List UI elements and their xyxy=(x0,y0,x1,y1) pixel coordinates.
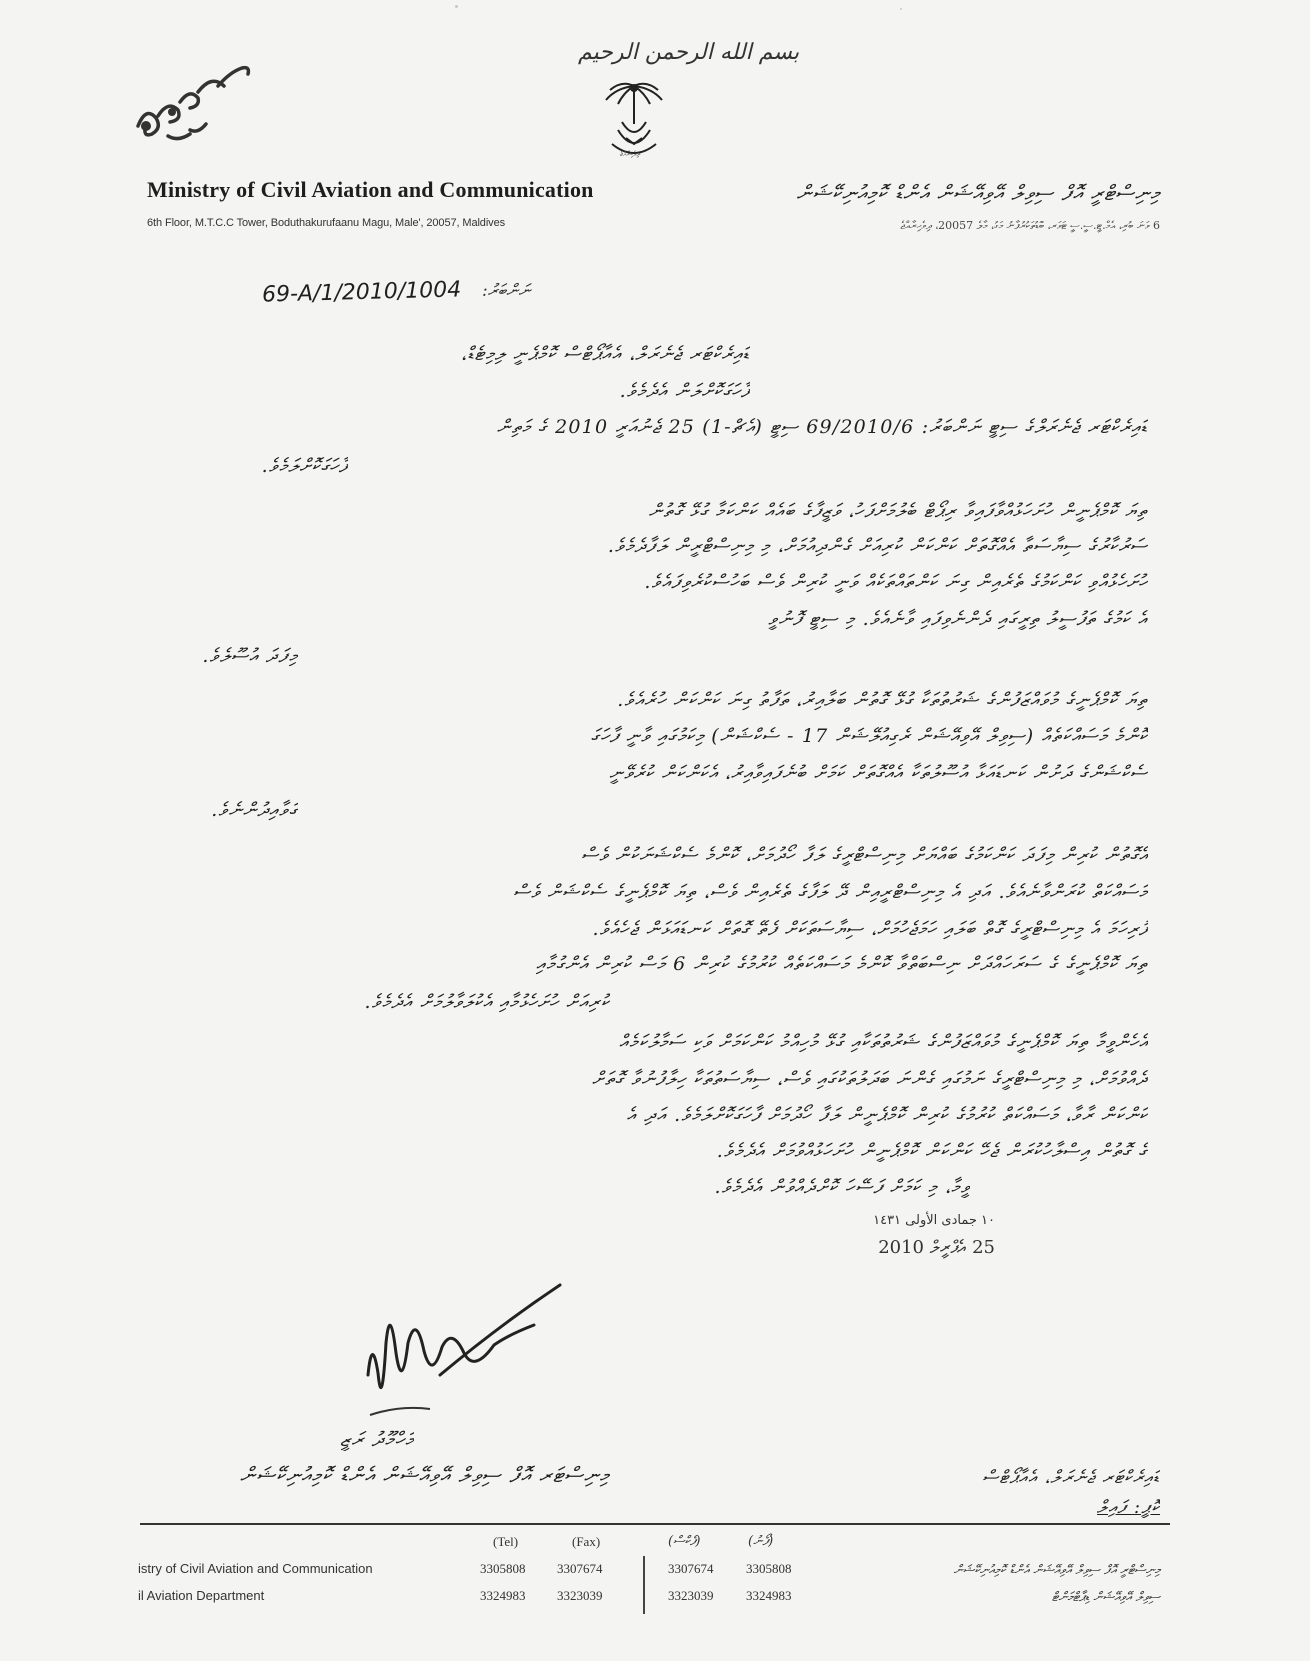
footer-divider xyxy=(140,1523,1170,1525)
footer-tel-2: 3324983 xyxy=(480,1588,526,1603)
body-line: ކުރިއަށް ހުށަހެޅުމާއި އެކުލަވާލުމަށް އެދެމެވެ. xyxy=(364,991,610,1013)
footer-fax-1-dv: 3307674 xyxy=(668,1561,714,1576)
closing-line: ވީމާ، މި ކަމަށް ފަސޭހަ ކޮށްދެއްވުން އެދެމެވެ. xyxy=(714,1176,970,1198)
footer-separator xyxy=(643,1556,645,1614)
body-line: ފާހަގަކޮށްލަން އެދެމެވެ. xyxy=(619,380,750,402)
footer-org-dv-1: މިނިސްޓްރީ އޮފް ސިވިލް އޭވިއޭޝަން އެންޑް ކޮމިއުނިކޭޝަން xyxy=(953,1563,1160,1578)
footer-fax-label-dv: (ފެކްސް) xyxy=(668,1534,701,1549)
body-line: ސެކްޝަންގެ ދަށުން ކަނޑައަޅާ އުސޫލުތަކާ އެއްގޮތަށް ކަމަށް ބުނެފައިވާއިރު، އެކަންކަން ކުރެވޭނީ xyxy=(609,762,1148,784)
body-line: ގަވާއިދުންނެވެ. xyxy=(211,799,298,821)
footer-fax-2: 3323039 xyxy=(557,1588,603,1603)
ministry-address-en: 6th Floor, M.T.C.C Tower, Boduthakurufaanu Magu, Male', 20057, Maldives xyxy=(147,217,505,229)
body-line: އެ ކަމުގެ ތަފުސީލު ތިރީގައި ދެންނެވިފައި ވާނެއެވެ. މި ސިޓީ ފޮނުވީ xyxy=(768,608,1148,630)
body-line: ތިޔަ ކޮމްޕެނީގެ ގެ ސަރަހައްދަށް ނިސްބަތްވާ ކޮންމެ މަސައްކަތެއް ކުރުމުގެ ކުރިން 6 މަސް ކުރިން އެންގުމާއި xyxy=(536,953,1148,975)
body-line: މިފަދަ އުސޫލެވެ. xyxy=(202,645,298,667)
body-line: ފުރިހަމަ އެ މިނިސްޓްރީގެ ގޮތް ބަލައި ހަމަޖެހުމަށް، ސިޔާސަތަކަށް ފެތޭ ގޮތަށް ކަނޑައަޅަން ޖެހެއެވެ. xyxy=(592,918,1148,940)
handwritten-mark xyxy=(128,56,268,156)
body-line: އެގޮތުން ކުރިން މިފަދަ ކަންކަމުގެ ބައްޔަށް މިނިސްޓްރީގެ ލަފާ ހޯދުމަށް، ކޮންމެ ސެކްޝަނަކުން ވެސް xyxy=(581,844,1148,866)
footer-org-en-1: istry of Civil Aviation and Communication xyxy=(138,1561,373,1576)
signatory-name: މަހްމޫދު ރަޒީ xyxy=(340,1427,415,1451)
footer-tel-label-dv: (ފޯނު) xyxy=(748,1534,774,1549)
cc-line-2: ކޮޕީ: ފައިލް xyxy=(1096,1497,1160,1518)
svg-text:ދިވެހިރާއްޖެ: ދިވެހިރާއްޖެ xyxy=(620,150,641,158)
body-line: އެހެންވީމާ ތިޔަ ކޮމްޕެނީގެ މުވައްޒަފުންގެ ޝަރުތުތަކާއި ގުޅޭ މުހިއްމު ކަންކަމަށް ވަކި ސަމާލުކަމެއް xyxy=(619,1031,1148,1053)
footer-org-dv-2: ސިވިލް އޭވިއޭޝަން ޑިޕާޓްމަންޓް xyxy=(1051,1590,1160,1605)
cc-line-1: ޑައިރެކްޓަރ ޖެނެރަލް، އެއާޕޯޓްސް xyxy=(982,1467,1160,1488)
reference-label: ނަންބަރު: xyxy=(482,281,531,301)
subject-line: ޑައިރެކްޓަރ ޖެނެރަލްގެ ސިޓީ ނަންބަރު: 69/2010/6 ސިޓީ (އެޗް-1) 25 ޖެނުއަރީ 2010 ގެ މަތިން xyxy=(496,416,1148,438)
footer-tel-1: 3305808 xyxy=(480,1561,526,1576)
reference-number: 69-A/1/2010/1004 xyxy=(261,277,462,308)
body-line: މަސައްކަތް ކުރަންވާނެއެވެ. އަދި އެ މިނިސްޓްރީއިން ދޭ ލަފާގެ ތެރެއިން ވެސް، ތިޔަ ކޮމްޕެނީގެ ސެކްޝަން ވެސް xyxy=(513,881,1148,903)
footer-tel-1-dv: 3305808 xyxy=(746,1561,792,1576)
maldives-emblem-icon xyxy=(598,78,670,160)
footer-org-en-2: il Aviation Department xyxy=(138,1588,265,1603)
body-line: ގެ ގޮތުން އިސްލާހުކުރަން ޖެހޭ ކަންކަން ކޮމްޕެނީން ހުށަހަޅުއްވުމަށް އެދެމެވެ. xyxy=(716,1140,1148,1162)
signatory-title: މިނިސްޓަރ އޮފް ސިވިލް އޭވިއޭޝަން އެންޑް ކޮމިއުނިކޭޝަން xyxy=(240,1463,610,1487)
hijri-date: ١٠ جمادى الأولى ١٤٣١ xyxy=(873,1213,995,1228)
gregorian-date: 25 އެޕްރީލް 2010 xyxy=(878,1237,995,1258)
bismillah-calligraphy: بسم الله الرحمن الرحيم xyxy=(578,40,800,65)
footer-tel-2-dv: 3324983 xyxy=(746,1588,792,1603)
footer-tel-label: (Tel) xyxy=(493,1534,519,1549)
footer-fax-1: 3307674 xyxy=(557,1561,603,1576)
body-line: ކޮންމެ މަސައްކަތެއް (ސިވިލް އޭވިއޭޝަން ރެގިއުލޭޝަން 17 - ސެކްޝަން) މިކަމުގައި ވާނީ ފާހަގަ xyxy=(590,725,1148,747)
body-line: ފާހަގަކޮށްލަމެވެ. xyxy=(261,455,348,477)
ministry-name-en: Ministry of Civil Aviation and Communication xyxy=(147,177,594,202)
body-line: ސަރުކާރުގެ ސިޔާސަތާ އެއްގޮތަށް ކަންކަން ކުރިއަށް ގެންދިއުމަށް، މި މިނިސްޓްރީން ލަފާދެމެވެ. xyxy=(607,535,1148,557)
ministry-name-dv: މިނިސްޓްރީ އޮފް ސިވިލް އޭވިއޭޝަން އެންޑް ކޮމިއުނިކޭޝަން xyxy=(796,181,1160,205)
footer-fax-label: (Fax) xyxy=(572,1534,601,1549)
ministry-address-dv: 6 ވަނަ ބުރި، އެމް.ޓީ.ސީ.ސީ ޓަވަރ، ބޮޑުތަކުރުފާނު މަގު، މާލެ 20057، ދިވެހިރާއްޖެ xyxy=(900,219,1160,232)
body-line: ކަންކަން ރާވާ، މަސައްކަތް ކުރުމުގެ ކުރިން ކޮމްޕެނީން ލަފާ ހޯދުމަށް ފާހަގަކޮށްލަމެވެ. އަދި އެ xyxy=(626,1104,1148,1126)
footer-fax-2-dv: 3323039 xyxy=(668,1588,714,1603)
signature xyxy=(350,1265,600,1445)
body-line: ތިޔަ ކޮމްޕެނީގެ މުވައްޒަފުންގެ ޝަރުތުތަކާ ގުޅޭ ގޮތުން ބަލާއިރު، ތަފާތު ގިނަ ކަންކަން ހުރެއެވެ. xyxy=(617,689,1148,711)
addressee-line: ޑައިރެކްޓަރ ޖެނެރަލް، އެއާޕޯޓްސް ކޮމްޕެނީ ލިމިޓެޑް، xyxy=(461,343,750,365)
body-line: ތިޔަ ކޮމްޕެނީން ހުށަހަޅުއްވާފައިވާ ރިޕޯޓް ބެލުމަށްފަހު، ވަޒީފާގެ ބައެއް ކަންކަމާ ގުޅޭ ގޮތުން xyxy=(648,500,1148,522)
body-line: ދެއްވުމަށް، މި މިނިސްޓްރީގެ ނަމުގައި ގެންނަ ބަދަލުތަކުގައި ވެސް، ސިޔާސަތުތަކާ ހިލާފުނުވާ ގޮތަށް xyxy=(591,1068,1148,1090)
body-line: ހުށަހެޅުއްވި ކަންކަމުގެ ތެރެއިން ގިނަ ކަންތައްތަކެއް ވަނީ ކުރިން ވެސް ބަހުސްކުރެވިފައެވެ. xyxy=(644,571,1148,593)
